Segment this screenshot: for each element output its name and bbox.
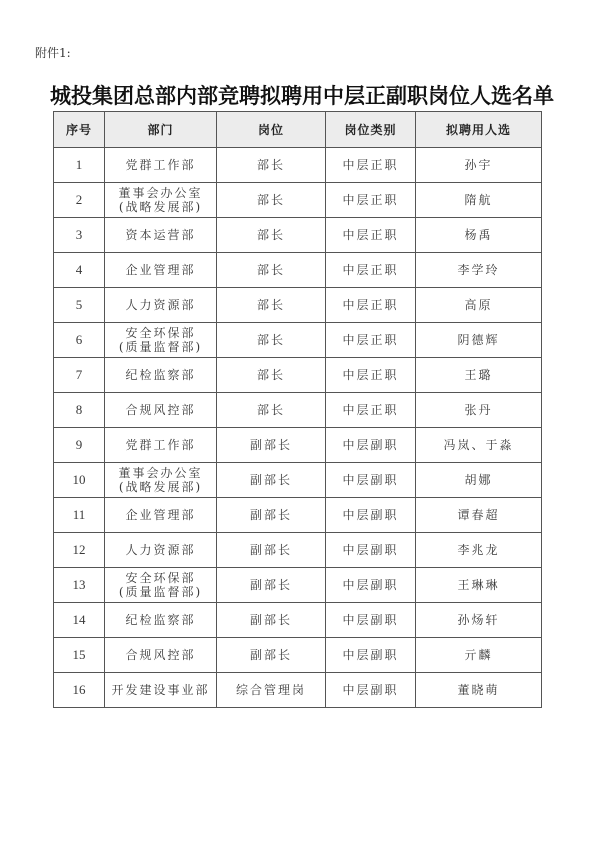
table-row xyxy=(54,498,542,533)
cell-proposed-candidate: 王璐 xyxy=(416,358,542,393)
table-row xyxy=(54,148,542,183)
cell-position: 部长 xyxy=(217,358,326,393)
cell-proposed-candidate: 隋航 xyxy=(416,183,542,218)
cell-position-category: 中层副职 xyxy=(326,603,416,638)
department-name: 董事会办公室 xyxy=(118,466,203,480)
cell-department xyxy=(105,393,217,428)
cell-position: 副部长 xyxy=(217,533,326,568)
document-title: 城投集团总部内部竞聘拟聘用中层正副职岗位人选名单 xyxy=(50,83,554,108)
cell-position: 部长 xyxy=(217,253,326,288)
cell-proposed-candidate: 李兆龙 xyxy=(416,533,542,568)
department-name: 安全环保部 xyxy=(125,571,196,585)
table-row xyxy=(54,638,542,673)
table-row xyxy=(54,358,542,393)
cell-position-category: 中层正职 xyxy=(326,358,416,393)
cell-position: 副部长 xyxy=(217,463,326,498)
header-proposed-candidate: 拟聘用人选 xyxy=(416,112,542,148)
department-alias: (质量监督部) xyxy=(118,340,203,354)
cell-serial-no: 8 xyxy=(54,393,105,428)
cell-position-category: 中层正职 xyxy=(326,288,416,323)
cell-position: 部长 xyxy=(217,183,326,218)
cell-position-category: 中层副职 xyxy=(326,638,416,673)
table-header-row xyxy=(54,112,542,148)
cell-proposed-candidate: 阴德辉 xyxy=(416,323,542,358)
cell-department xyxy=(105,253,217,288)
cell-department xyxy=(105,218,217,253)
cell-serial-no: 12 xyxy=(54,533,105,568)
cell-department xyxy=(105,358,217,393)
table-row xyxy=(54,603,542,638)
cell-proposed-candidate: 杨禹 xyxy=(416,218,542,253)
department-name: 党群工作部 xyxy=(125,438,196,452)
cell-department xyxy=(105,323,217,358)
cell-position-category: 中层副职 xyxy=(326,428,416,463)
cell-serial-no: 10 xyxy=(54,463,105,498)
cell-position-category: 中层正职 xyxy=(326,323,416,358)
cell-serial-no: 1 xyxy=(54,148,105,183)
cell-position: 部长 xyxy=(217,393,326,428)
cell-position-category: 中层副职 xyxy=(326,463,416,498)
cell-position: 副部长 xyxy=(217,498,326,533)
cell-serial-no: 11 xyxy=(54,498,105,533)
cell-serial-no: 7 xyxy=(54,358,105,393)
cell-position: 副部长 xyxy=(217,638,326,673)
cell-position-category: 中层正职 xyxy=(326,183,416,218)
cell-position-category: 中层副职 xyxy=(326,568,416,603)
candidate-roster-table xyxy=(53,111,542,708)
department-name: 合规风控部 xyxy=(125,648,196,662)
department-name: 人力资源部 xyxy=(125,298,196,312)
cell-position-category: 中层副职 xyxy=(326,498,416,533)
department-name: 纪检监察部 xyxy=(125,368,196,382)
table-row xyxy=(54,673,542,708)
table-row xyxy=(54,323,542,358)
table-row xyxy=(54,183,542,218)
cell-department xyxy=(105,533,217,568)
department-alias: (战略发展部) xyxy=(118,200,203,214)
cell-serial-no: 16 xyxy=(54,673,105,708)
table-row xyxy=(54,428,542,463)
cell-proposed-candidate: 王琳琳 xyxy=(416,568,542,603)
cell-proposed-candidate: 孙宇 xyxy=(416,148,542,183)
department-name: 合规风控部 xyxy=(125,403,196,417)
cell-position-category: 中层正职 xyxy=(326,393,416,428)
cell-position: 部长 xyxy=(217,218,326,253)
cell-serial-no: 6 xyxy=(54,323,105,358)
table-row xyxy=(54,463,542,498)
cell-position-category: 中层副职 xyxy=(326,673,416,708)
cell-serial-no: 5 xyxy=(54,288,105,323)
cell-department xyxy=(105,183,217,218)
cell-department xyxy=(105,568,217,603)
cell-proposed-candidate: 冯岚、于淼 xyxy=(416,428,542,463)
department-name: 开发建设事业部 xyxy=(111,683,210,697)
cell-serial-no: 9 xyxy=(54,428,105,463)
department-alias: (战略发展部) xyxy=(118,480,203,494)
department-name: 安全环保部 xyxy=(125,326,196,340)
cell-department xyxy=(105,603,217,638)
cell-position: 部长 xyxy=(217,148,326,183)
table-row xyxy=(54,218,542,253)
cell-serial-no: 14 xyxy=(54,603,105,638)
cell-position: 副部长 xyxy=(217,603,326,638)
cell-position: 副部长 xyxy=(217,568,326,603)
cell-position: 部长 xyxy=(217,288,326,323)
cell-department xyxy=(105,638,217,673)
cell-department xyxy=(105,288,217,323)
department-alias: (质量监督部) xyxy=(118,585,203,599)
header-department: 部门 xyxy=(105,112,217,148)
cell-position-category: 中层副职 xyxy=(326,533,416,568)
cell-department xyxy=(105,148,217,183)
department-name: 企业管理部 xyxy=(125,508,196,522)
department-name: 企业管理部 xyxy=(125,263,196,277)
header-serial-no: 序号 xyxy=(54,112,105,148)
cell-position-category: 中层正职 xyxy=(326,148,416,183)
department-name: 资本运营部 xyxy=(125,228,196,242)
table-body xyxy=(54,148,542,708)
header-position-category: 岗位类别 xyxy=(326,112,416,148)
cell-serial-no: 2 xyxy=(54,183,105,218)
cell-department xyxy=(105,463,217,498)
table-row xyxy=(54,393,542,428)
attachment-label: 附件1: xyxy=(35,46,71,60)
cell-proposed-candidate: 张丹 xyxy=(416,393,542,428)
cell-proposed-candidate: 董晓萌 xyxy=(416,673,542,708)
table-row xyxy=(54,253,542,288)
table-row xyxy=(54,568,542,603)
cell-serial-no: 15 xyxy=(54,638,105,673)
cell-department xyxy=(105,673,217,708)
cell-position: 综合管理岗 xyxy=(217,673,326,708)
cell-proposed-candidate: 谭春超 xyxy=(416,498,542,533)
cell-serial-no: 3 xyxy=(54,218,105,253)
department-name: 纪检监察部 xyxy=(125,613,196,627)
cell-position: 副部长 xyxy=(217,428,326,463)
department-name: 董事会办公室 xyxy=(118,186,203,200)
cell-department xyxy=(105,498,217,533)
department-name: 人力资源部 xyxy=(125,543,196,557)
cell-position-category: 中层正职 xyxy=(326,218,416,253)
table-row xyxy=(54,288,542,323)
cell-serial-no: 13 xyxy=(54,568,105,603)
cell-proposed-candidate: 孙炀轩 xyxy=(416,603,542,638)
cell-proposed-candidate: 亓麟 xyxy=(416,638,542,673)
cell-serial-no: 4 xyxy=(54,253,105,288)
department-name: 党群工作部 xyxy=(125,158,196,172)
cell-position: 部长 xyxy=(217,323,326,358)
table-row xyxy=(54,533,542,568)
cell-proposed-candidate: 高原 xyxy=(416,288,542,323)
cell-proposed-candidate: 李学玲 xyxy=(416,253,542,288)
header-position: 岗位 xyxy=(217,112,326,148)
cell-position-category: 中层正职 xyxy=(326,253,416,288)
cell-proposed-candidate: 胡娜 xyxy=(416,463,542,498)
cell-department xyxy=(105,428,217,463)
